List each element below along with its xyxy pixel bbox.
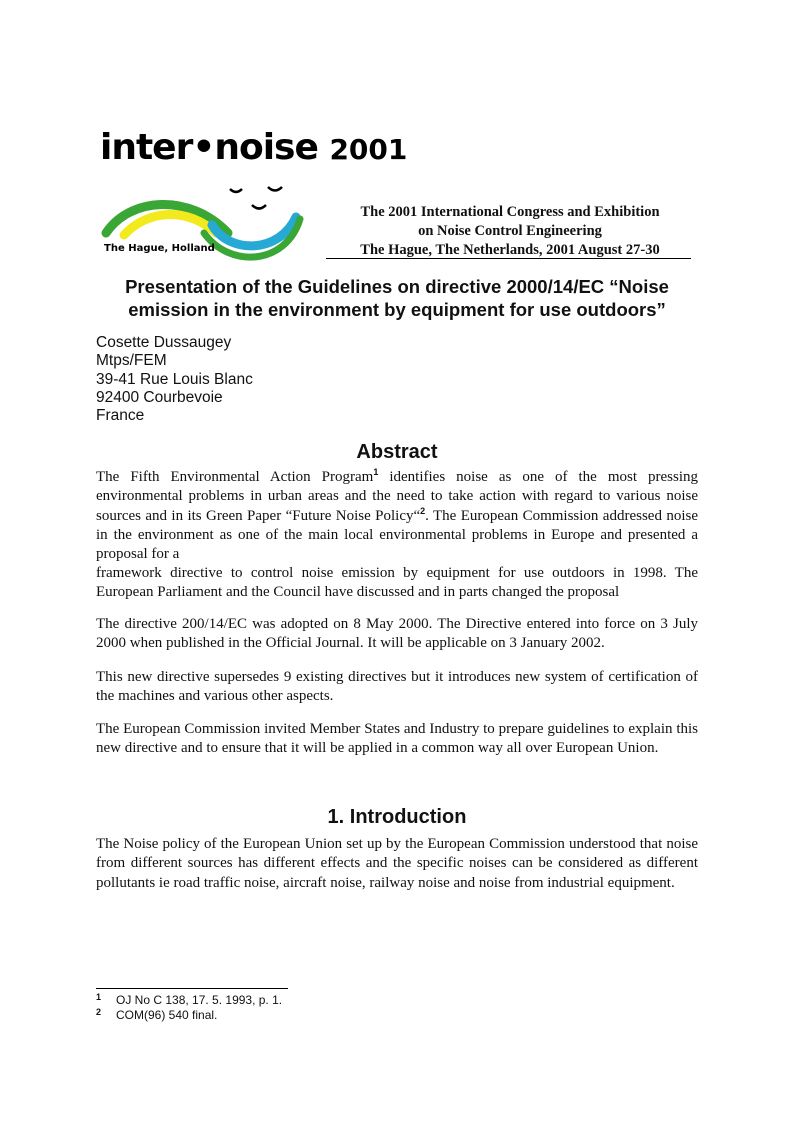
- abstract-text: The European Commission invited Member States and Industry to prepare guidelines to explain this new directive and to ensure that it will be applied in a common way all over European Union.: [96, 721, 698, 757]
- logo-year: 2001: [329, 133, 408, 166]
- conference-line: The 2001 International Congress and Exhibition: [360, 204, 660, 220]
- abstract-paragraph-2: [96, 615, 698, 654]
- author-city: 92400 Courbevoie: [96, 388, 223, 406]
- abstract-text: This new directive supersedes 9 existing directives but it introduces new system of certification of the machines and various other aspects.: [96, 669, 698, 705]
- abstract-text: The Fifth Environmental Action Program: [96, 469, 374, 485]
- abstract-text: identifies noise as one of the most pressing environmental problems in urban areas and the need to take action with regard to various noise sources and in its Green Paper “Future Noise Policy“: [96, 469, 698, 524]
- abstract-paragraph-3: [96, 668, 698, 707]
- conference-info: [330, 203, 690, 260]
- introduction-text: The Noise policy of the European Union set up by the European Commission understood that noise from different sources has different effects and the specific noises can be considered as different pollutants ie road traffic noise, aircraft noise, railway noise and noise from industrial equipment.: [96, 836, 698, 891]
- abstract-heading: Abstract: [356, 441, 438, 463]
- footnote-text: OJ No C 138, 17. 5. 1993, p. 1.: [116, 993, 283, 1007]
- author-street: 39-41 Rue Louis Blanc: [96, 370, 253, 388]
- abstract-text: The directive 200/14/EC was adopted on 8 May 2000. The Directive entered into force on 3 July 2000 when published in the Official Journal. It will be applicable on 3 January 2002.: [96, 616, 698, 652]
- author-name: Cosette Dussaugey: [96, 334, 232, 351]
- footnote: [96, 993, 282, 1008]
- footnote: [96, 1008, 282, 1023]
- footnote-number: 1: [96, 992, 102, 1002]
- footnote-text: COM(96) 540 final.: [116, 1008, 218, 1022]
- author-org: Mtps/FEM: [96, 352, 167, 370]
- footnote-divider: [96, 988, 288, 989]
- footnote-ref: 2: [420, 505, 426, 516]
- abstract-paragraph-1-cont: [96, 564, 698, 603]
- conference-line: on Noise Control Engineering: [418, 223, 602, 239]
- author-country: France: [96, 407, 145, 425]
- author-block: [96, 334, 253, 425]
- introduction-paragraph-1: [96, 835, 698, 893]
- paper-title: Presentation of the Guidelines on directive 2000/14/EC “Noise emission in the environment by equipment for use outdoors”: [125, 276, 669, 320]
- abstract-paragraph-4: [96, 720, 698, 759]
- abstract-text: . The European Commission addressed noise in the environment as one of the main local environmental problems in Europe and presented a proposal for a: [96, 507, 698, 563]
- logo-text: inter•noise: [100, 127, 318, 168]
- introduction-heading: 1. Introduction: [327, 806, 467, 828]
- logo-caption: The Hague, Holland: [104, 243, 215, 254]
- footnote-ref: 1: [373, 467, 379, 477]
- header-divider: [326, 258, 691, 259]
- footnotes: [96, 993, 282, 1023]
- abstract-text: framework directive to control noise emission by equipment for use outdoors in 1998. The European Parliament and the Council have discussed and in parts changed the proposal: [96, 565, 698, 601]
- conference-logo-title: [100, 127, 408, 168]
- conference-line: The Hague, The Netherlands, 2001 August 27-30: [360, 242, 660, 258]
- abstract-paragraph-1: [96, 468, 698, 564]
- footnote-number: 2: [96, 1007, 102, 1017]
